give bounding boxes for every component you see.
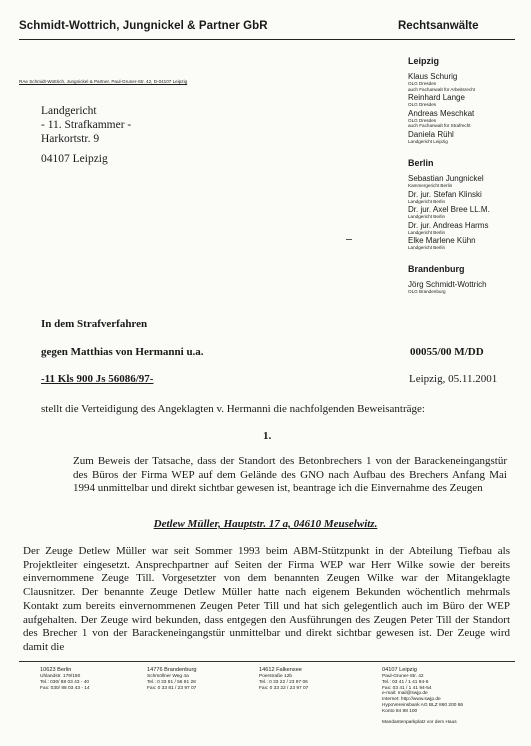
- lawyer-name: Elke Marlene Kühn: [408, 236, 476, 246]
- lawyer-detail: auch Fachanwalt für Arbeitsrecht: [408, 86, 475, 92]
- lawyer-name: Klaus Schurig: [408, 72, 458, 81]
- lawyer-entry: [408, 205, 528, 220]
- motion-intro: stellt die Verteidigung des Angeklagten v. Hermanni die nachfolgenden Beweisanträge:: [41, 403, 425, 415]
- footer-city: 14776 Brandenburg: [147, 667, 197, 673]
- footer-note: Mandantenparkplatz vor dem Haus: [382, 719, 457, 725]
- lawyer-entry: [408, 72, 528, 92]
- lawyer-detail: Landgericht Berlin: [408, 229, 446, 235]
- lawyer-detail: OLG Brandenburg: [408, 289, 446, 294]
- section-number: 1.: [263, 430, 272, 442]
- lawyer-entry: [408, 174, 528, 189]
- lawyer-detail: Landgericht Berlin: [408, 198, 446, 204]
- recipient-line: Landgericht: [41, 105, 97, 117]
- lawyer-entry: [408, 221, 528, 236]
- footer-line: Schmöllner Weg 4a: [147, 674, 189, 679]
- office-city: Berlin: [408, 158, 434, 168]
- lawyer-name: Reinhard Lange: [408, 93, 465, 103]
- stray-mark: [346, 239, 352, 240]
- recipient-address: [41, 104, 131, 146]
- body-paragraph: Der Zeuge Detlew Müller war seit Sommer 1993 beim ABM-Stützpunkt in der Abteilung Tiefbau als Projektleiter eingesetzt. Ansprechpartner auf Seiten der Firma WEP war Herr Wilke sowie der bereits einvernommene Zeuge Till. Vorgesetzter von dem benannten Zeugen Wilke war der Mitangeklagte Clausnitzer. Der benannte Zeuge Detlew Müller hatte nach eigenem Bekunden wöchentlich mehrmals Kontakt zum bereits einvernommenen Zeugen Peter Till und hat sich gelegentlich auch im Büro der WEP aufgehalten. Der Zeuge wird bekunden, dass entgegen den Ausführungen des Zeugen Peter Till der Standort des Brecher 1 von der Barackeneingangstür unmittelbar und direkt sichtbar gewesen ist. Der Zeuge wird damit die: [23, 545, 510, 653]
- office-city: Brandenburg: [408, 264, 465, 274]
- return-address: RAe Schmidt-Wottrich, Jungnickel & Partner, Paul-Gruner-Str. 42, D-04107 Leipzig: [19, 79, 188, 84]
- footer-line: Tel.: 030/ 88 03 43 - 40: [40, 679, 90, 685]
- lawyer-detail: Landgericht Leipzig: [408, 138, 448, 144]
- lawyer-name: Daniela Rühl: [408, 129, 454, 139]
- footer-line: Tel.: 0 33 22 / 23 97 06: [259, 679, 308, 685]
- sidebar-office-brandenburg: [408, 264, 528, 296]
- defendant-line: gegen Matthias von Hermanni u.a.: [41, 346, 204, 358]
- lawyer-detail: OLG Dresden: [408, 117, 437, 123]
- reference-number: 00055/00 M/DD: [410, 346, 484, 358]
- lawyer-detail: Landgericht Berlin: [408, 245, 446, 251]
- footer-city: 10623 Berlin: [40, 667, 72, 673]
- sidebar-office-leipzig: [408, 56, 528, 146]
- lawyer-entry: [408, 190, 528, 205]
- lawyer-name: Andreas Meschkat: [408, 108, 475, 118]
- footer-office-falkensee: [259, 666, 308, 691]
- lawyer-entry: [408, 130, 528, 145]
- recipient-city: 04107 Leipzig: [41, 153, 108, 165]
- sidebar-office-berlin: [408, 158, 528, 252]
- lawyer-name: Dr. jur. Axel Bree LL.M.: [408, 205, 490, 215]
- recipient-line: - 11. Strafkammer -: [41, 119, 132, 131]
- footer-line: Fax: 03 41 / 1 41 94-54: [382, 685, 432, 691]
- footer-office-leipzig: [382, 666, 463, 725]
- lawyer-detail: Landgericht Berlin: [408, 214, 446, 220]
- lawyer-name: Jörg Schmidt-Wottrich: [408, 280, 487, 289]
- footer-city: 14612 Falkensee: [259, 667, 302, 673]
- lawyer-entry: [408, 109, 528, 129]
- witness-name: Detlew Müller, Hauptstr. 17 a, 04610 Meuselwitz.: [153, 518, 378, 530]
- lawyer-entry: [408, 93, 528, 108]
- lawyer-detail: Kammergericht Berlin: [408, 183, 453, 188]
- footer-line: Konto 84 88 100: [382, 708, 418, 714]
- lawyer-detail: OLG Dresden: [408, 102, 437, 108]
- footer-office-brandenburg: [147, 666, 196, 691]
- lawyer-name: Dr. jur. Andreas Harms: [408, 220, 489, 230]
- footer-city: 04107 Leipzig: [382, 667, 417, 673]
- lawyer-entry: [408, 236, 528, 251]
- witness-line: [0, 518, 531, 530]
- footer-line: Paul-Gruner-Str. 42: [382, 674, 424, 679]
- footer-line: Internet: http://www.swjp.de: [382, 697, 441, 703]
- footer-office-berlin: [40, 666, 90, 691]
- office-city: Leipzig: [408, 56, 439, 66]
- letter-date: Leipzig, 05.11.2001: [409, 373, 498, 385]
- footer-line: HypoVereinsbank AG BLZ 860 200 86: [382, 702, 464, 708]
- lawyer-detail: auch Fachanwalt für Strafrecht: [408, 123, 471, 129]
- footer-line: Fax: 030/ 88 03 43 - 14: [40, 685, 90, 691]
- evidence-paragraph: Zum Beweis der Tatsache, dass der Standort des Betonbrechers 1 von der Barackeneingangstür des Büros der Firma WEP auf dem Gelände des GNO nach Aufbau des Brechers Anfang Mai 1994 unmittelbar und direkt sichtbar gewesen ist, beantrage ich die Einvernahme des Zeugen: [73, 455, 507, 495]
- footer-line: Fax: 0 33 81 / 23 97 07: [147, 685, 197, 691]
- lawyer-entry: [408, 280, 528, 295]
- recipient-line: Harkortstr. 9: [41, 133, 100, 145]
- procedure-label: In dem Strafverfahren: [41, 318, 148, 330]
- footer-line: Tel.: 03 41 / 1 41 94-6: [382, 679, 429, 685]
- lawyer-name: Dr. jur. Stefan Klinski: [408, 189, 482, 199]
- firm-name: Schmidt-Wottrich, Jungnickel & Partner GbR: [19, 20, 268, 32]
- lawyer-name: Sebastian Jungnickel: [408, 174, 484, 183]
- footer-line: Fax: 0 33 22 / 23 97 07: [259, 685, 309, 691]
- firm-type: Rechtsanwälte: [398, 20, 479, 32]
- lawyer-detail: OLG Dresden: [408, 81, 437, 86]
- footer-line: e-mail: mail@swjp.de: [382, 691, 428, 697]
- footer-line: Poerstraße 12b: [259, 674, 293, 679]
- footer-rule: [19, 661, 515, 662]
- footer-line: Uhlandstr. 179/180: [40, 674, 81, 679]
- case-number: -11 Kls 900 Js 56086/97-: [41, 373, 154, 385]
- header-rule: [19, 39, 515, 40]
- footer-line: Tel.: 0 33 81 / 56 91 28: [147, 679, 196, 685]
